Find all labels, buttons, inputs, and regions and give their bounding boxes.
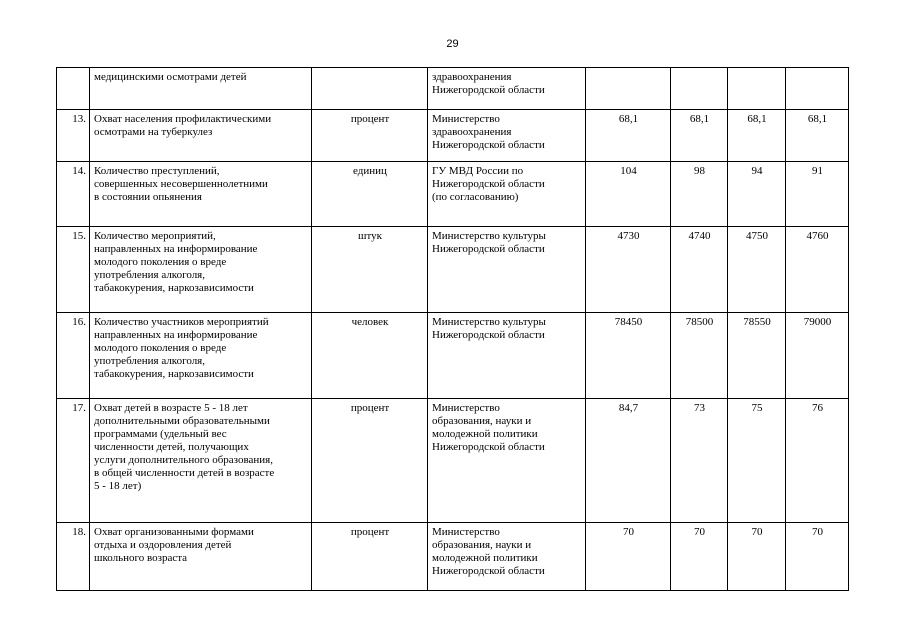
value-cell: 70 xyxy=(586,523,671,591)
value-cell: 68,1 xyxy=(786,110,849,162)
indicator-name-cell: Охват детей в возрасте 5 - 18 лет дополнительными образовательными программами (удельный вес численности детей, получающих услуги дополнительного образования, в общей численности детей в возрасте 5 - 18 лет) xyxy=(90,399,312,523)
value-cell: 104 xyxy=(586,162,671,227)
value-cell xyxy=(586,68,671,110)
table-row xyxy=(57,110,849,162)
table-row xyxy=(57,162,849,227)
unit-cell: человек xyxy=(312,313,428,399)
indicator-name-cell: Охват населения профилактическими осмотрами на туберкулез xyxy=(90,110,312,162)
unit-cell: процент xyxy=(312,523,428,591)
value-cell: 4750 xyxy=(728,227,786,313)
row-number-cell xyxy=(57,68,90,110)
value-cell: 91 xyxy=(786,162,849,227)
value-cell xyxy=(671,68,728,110)
row-number-cell: 15. xyxy=(57,227,90,313)
indicator-name-cell: Количество преступлений, совершенных несовершеннолетними в состоянии опьянения xyxy=(90,162,312,227)
value-cell: 79000 xyxy=(786,313,849,399)
value-cell: 73 xyxy=(671,399,728,523)
value-cell: 98 xyxy=(671,162,728,227)
row-number-cell: 13. xyxy=(57,110,90,162)
table-row xyxy=(57,399,849,523)
table-body xyxy=(57,68,849,591)
value-cell: 78450 xyxy=(586,313,671,399)
value-cell: 70 xyxy=(786,523,849,591)
value-cell xyxy=(786,68,849,110)
indicator-name-cell: Количество мероприятий, направленных на информирование молодого поколения о вреде употребления алкоголя, табакокурения, наркозависимости xyxy=(90,227,312,313)
value-cell: 4730 xyxy=(586,227,671,313)
value-cell: 78500 xyxy=(671,313,728,399)
unit-cell: процент xyxy=(312,399,428,523)
value-cell: 68,1 xyxy=(671,110,728,162)
value-cell: 76 xyxy=(786,399,849,523)
value-cell: 70 xyxy=(728,523,786,591)
value-cell: 94 xyxy=(728,162,786,227)
unit-cell: процент xyxy=(312,110,428,162)
responsible-org-cell: ГУ МВД России по Нижегородской области (по согласованию) xyxy=(428,162,586,227)
value-cell: 4740 xyxy=(671,227,728,313)
value-cell: 68,1 xyxy=(728,110,786,162)
responsible-org-cell: Министерство здравоохранения Нижегородской области xyxy=(428,110,586,162)
unit-cell xyxy=(312,68,428,110)
indicator-name-cell: Количество участников мероприятий направленных на информирование молодого поколения о вреде употребления алкоголя, табакокурения, наркозависимости xyxy=(90,313,312,399)
responsible-org-cell: Министерство образования, науки и молодежной политики Нижегородской области xyxy=(428,399,586,523)
row-number-cell: 16. xyxy=(57,313,90,399)
table-row xyxy=(57,523,849,591)
value-cell: 68,1 xyxy=(586,110,671,162)
value-cell: 70 xyxy=(671,523,728,591)
responsible-org-cell: Министерство культуры Нижегородской области xyxy=(428,313,586,399)
table-row xyxy=(57,68,849,110)
indicator-name-cell: Охват организованными формами отдыха и оздоровления детей школьного возраста xyxy=(90,523,312,591)
value-cell: 78550 xyxy=(728,313,786,399)
row-number-cell: 17. xyxy=(57,399,90,523)
page-number: 29 xyxy=(446,38,459,50)
value-cell: 84,7 xyxy=(586,399,671,523)
table-row xyxy=(57,313,849,399)
indicators-table xyxy=(56,67,849,591)
unit-cell: штук xyxy=(312,227,428,313)
value-cell xyxy=(728,68,786,110)
value-cell: 75 xyxy=(728,399,786,523)
responsible-org-cell: Министерство культуры Нижегородской области xyxy=(428,227,586,313)
unit-cell: единиц xyxy=(312,162,428,227)
value-cell: 4760 xyxy=(786,227,849,313)
indicator-name-cell: медицинскими осмотрами детей xyxy=(90,68,312,110)
responsible-org-cell: Министерство образования, науки и молодежной политики Нижегородской области xyxy=(428,523,586,591)
row-number-cell: 18. xyxy=(57,523,90,591)
table-row xyxy=(57,227,849,313)
row-number-cell: 14. xyxy=(57,162,90,227)
responsible-org-cell: здравоохранения Нижегородской области xyxy=(428,68,586,110)
